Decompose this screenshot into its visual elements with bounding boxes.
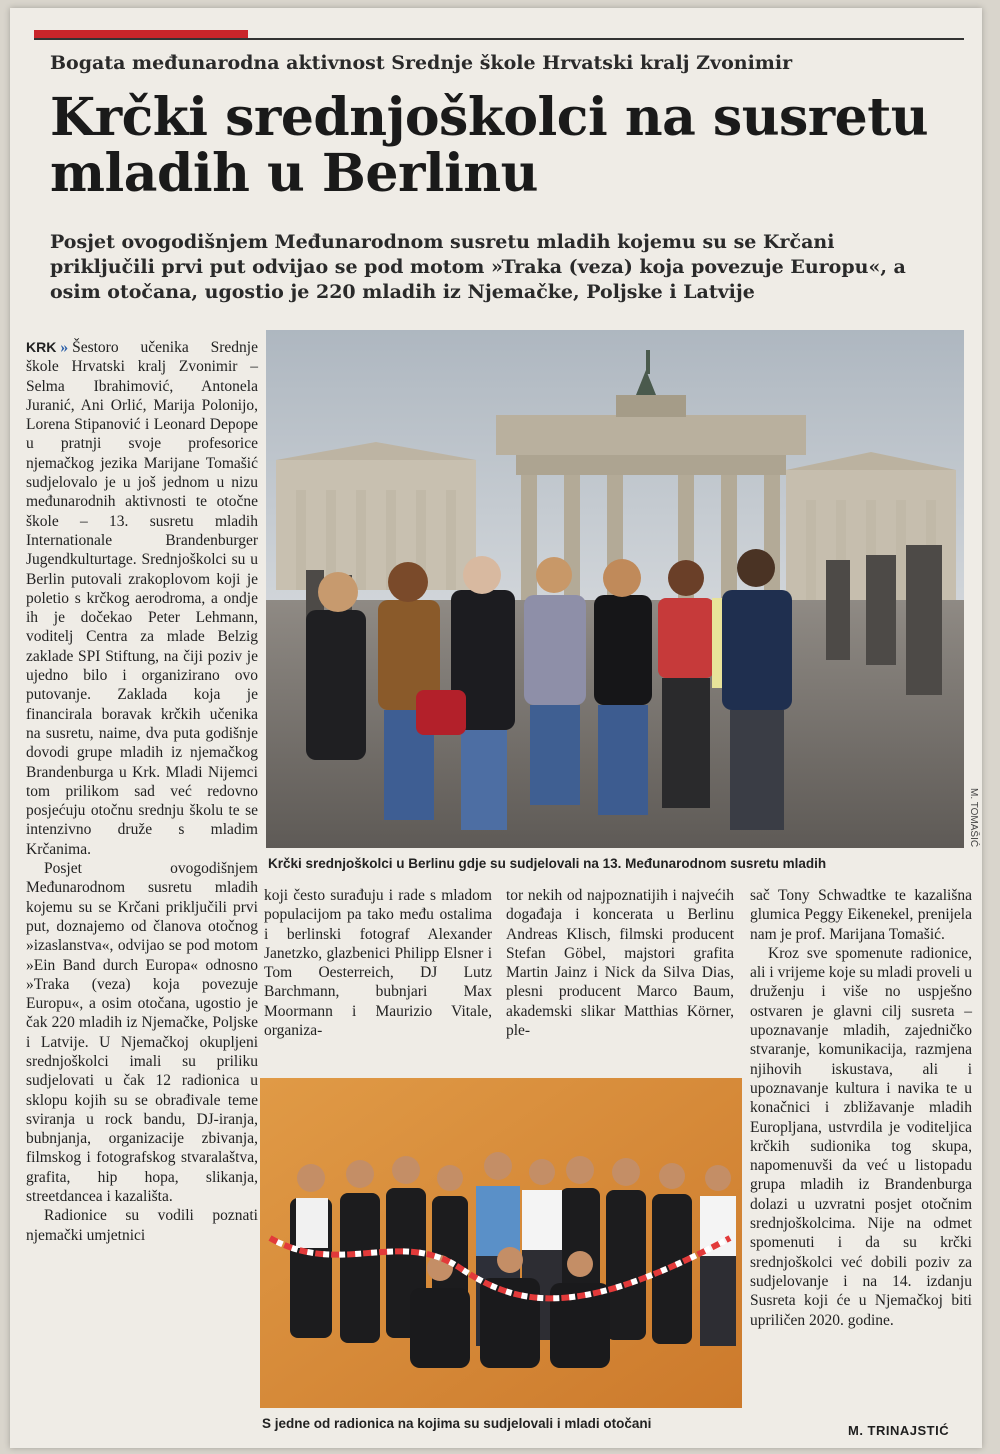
column-2 (264, 886, 492, 1040)
main-photo-caption: Krčki srednjoškolci u Berlinu gdje su sudjelovali na 13. Međunarodnom susretu mladih (268, 856, 827, 871)
headline: Krčki srednjoškolci na susretu mladih u Berlinu (50, 87, 929, 204)
column-3 (506, 886, 734, 1040)
paragraph: koji često surađuju i rade s mladom populacijom pa tako među ostalima i berlinski fotograf Alexander Janetzko, glazbenici Philipp Elsner i Tom Oesterreich, DJ Lutz Barchmann, bubnjari Max Moormann i Maurizio Vitale, organiza- (264, 887, 492, 1040)
workshop-group-photo (260, 1078, 742, 1408)
paragraph (26, 338, 258, 859)
column-4 (750, 886, 972, 1330)
dateline: KRK (26, 339, 57, 355)
column-1 (26, 338, 258, 1245)
main-photo (266, 330, 964, 848)
paragraph-text: Šestoro učenika Srednje škole Hrvatski kralj Zvonimir – Selma Ibrahimović, Antonela Juranić, Ani Orlić, Marija Polonijo, Lorena Stipanović i Leonard Depope u pratnji svoje profesorice njemačkog jezika Marijane Tomašić sudjelovalo je u još jednom u nizu međunarodnih aktivnosti te otočne škole – 13. susretu mladih Internationale Brandenburger Jugendkulturtage. Srednjoškolci su u Berlin putovali zrakoplovom koji je poletio s krčkog aerodroma, a ondje ih je dočekao Peter Lehmann, voditelj Centra za mlade Belzig zaklade SPI Stiftung, na čiji poziv je ujedno bilo i organizirano ovo putovanje. Zaklada koja je financirala boravak krčkih učenika na susretu, naime, dva puta godišnje dovodi grupe mladih iz njemačkog Brandenburga u Krk. Mladi Nijemci tom prilikom sad već redovno posjećuju otočnu srednju školu te se intenzivno druže s mladim Krčanima. (26, 339, 258, 858)
newspaper-page (10, 8, 982, 1448)
brandenburg-gate-photo (266, 330, 964, 848)
workshop-photo (260, 1078, 742, 1408)
top-rule (34, 38, 964, 40)
workshop-photo-caption: S jedne od radionica na kojima su sudjelovali i mladi otočani (262, 1416, 652, 1431)
kicker: Bogata međunarodna aktivnost Srednje škole Hrvatski kralj Zvonimir (50, 52, 793, 74)
byline: M. TRINAJSTIĆ (848, 1423, 950, 1438)
lead-paragraph: Posjet ovogodišnjem Međunarodnom susretu mladih kojemu su se Krčani priključili prvi put odvijao se pod motom »Traka (veza) koja povezuje Europu«, a osim otočana, ugostio je 220 mladih iz Njemačke, Poljske i Latvije (50, 231, 906, 303)
photo-credit: M. TOMAŠIĆ (968, 788, 979, 848)
paragraph: sač Tony Schwadtke te kazališna glumica Peggy Eikenekel, prenijela nam je prof. Marijana Tomašić. (750, 887, 972, 943)
dateline-arrow-icon: » (60, 339, 69, 356)
paragraph: tor nekih od najpoznatijih i najvećih događaja i koncerata u Berlinu Andreas Klisch, filmski producent Stefan Göbel, majstori grafita Martin Jainz i Nick da Silva Dias, plesni producent Marco Baum, akademski slikar Matthias Körner, ple- (506, 887, 734, 1040)
paragraph: Kroz sve spomenute radionice, ali i vrijeme koje su mladi proveli u druženju i više no uspješno ostvaren je glavni cilj susreta – upoznavanje mladih, zajedničko stvaranje, komunikacija, razmjena njihovih iskustava, ali i upoznavanje kultura i navika te u konačnici i zbližavanje mladih Europljana, ustvrdila je voditeljica krčkih sudionika tog skupa, napomenuvši da već u listopadu grupa mladih iz Brandenburga dolazi u uzvratni posjet otočnim srednjoškolcima. Nije na odmet spomenuti i da su krčki srednjoškolci već dobili poziv za sudjelovanje i na 14. izdanju Susreta koji će u Njemačkoj biti upriličen 2020. godine. (750, 944, 972, 1329)
paragraph: Radionice su vodili poznati njemački umjetnici (26, 1207, 258, 1244)
paragraph: Posjet ovogodišnjem Međunarodnom susretu mladih kojemu su se Krčani priključili prvi put, doznajemo od članova otočnog »izaslanstva«, odvijao se pod motom »Ein Band durch Europa« odnosno »Traka (veza) koja povezuje Europu«, a osim otočana, ugostio je čak 220 mladih iz Njemačke, Poljske i Latvije. U Njemačkoj okupljeni srednjoškolci imali su priliku sudjelovati u čak 12 radionica u sklopu kojih su se obrađivale teme sviranja u rock bandu, DJ-iranja, bubnjanja, organizacije zbivanja, filmskog i fotografskog stvaralaštva, grafita, hip hopa, slikanja, streetdancea i kazališta. (26, 860, 258, 1206)
section-accent-bar (34, 30, 248, 38)
